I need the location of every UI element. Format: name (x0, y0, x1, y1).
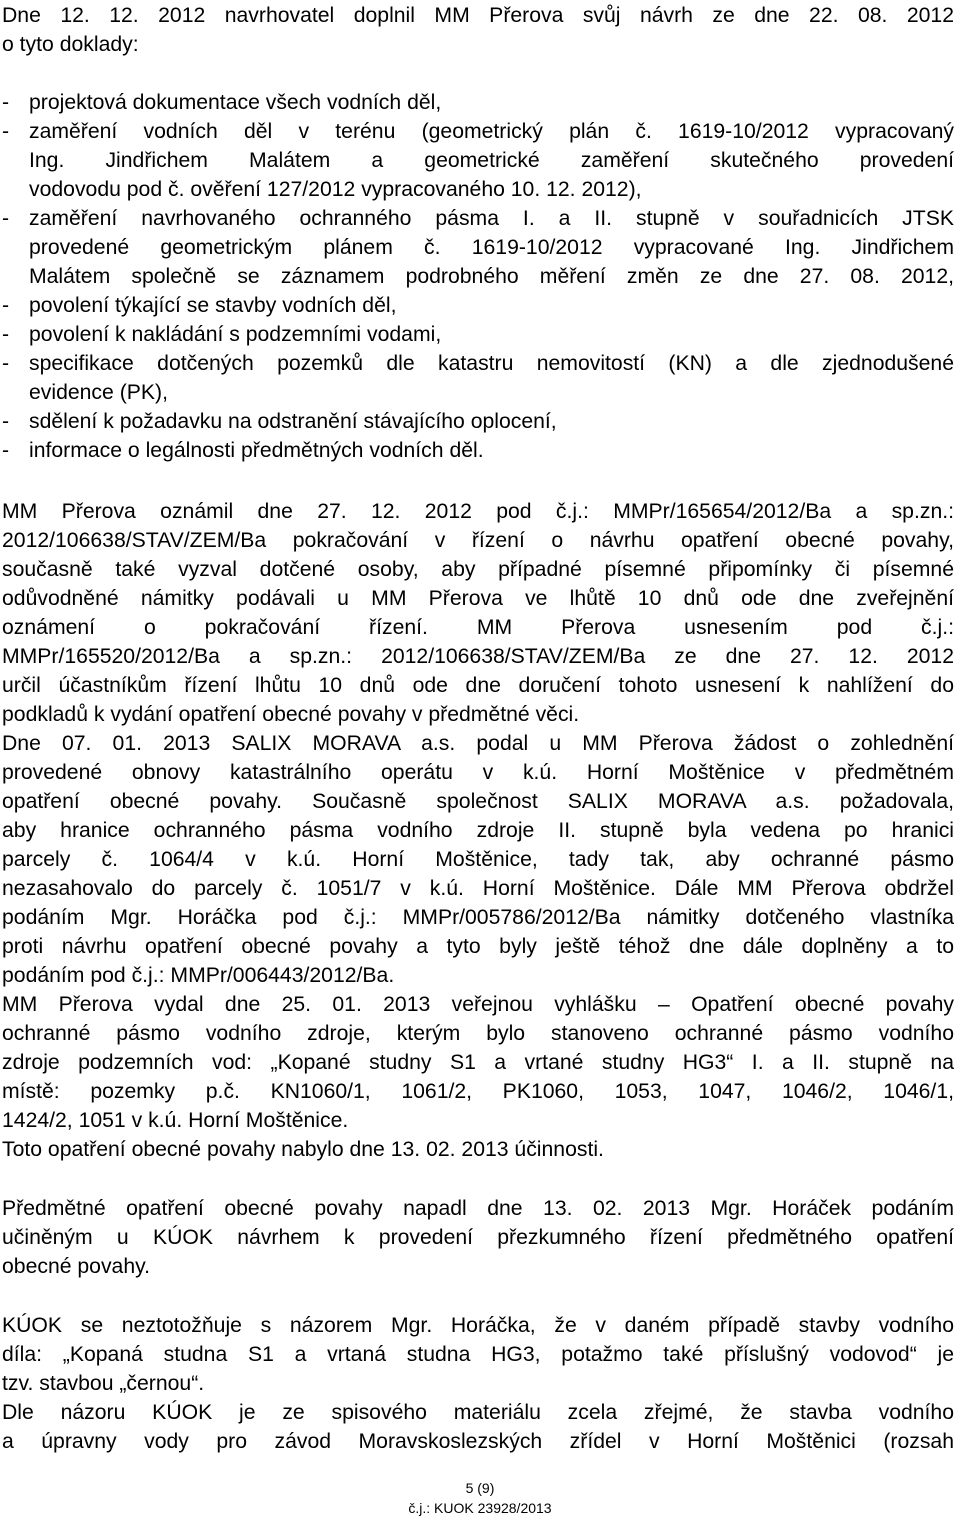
text-line: obecné povahy. (2, 1255, 151, 1278)
text-line: proti návrhu opatření obecné povahy a tyto byly ještě téhož dne dále doplněny a to (2, 935, 954, 958)
text-line: Toto opatření obecné povahy nabylo dne 13. 02. 2013 účinnosti. (2, 1138, 604, 1161)
text-line: 2012/106638/STAV/ZEM/Ba pokračování v řízení o návrhu opatření obecné povahy, (2, 529, 954, 552)
text-line: o tyto doklady: (2, 33, 139, 56)
list-item: - povolení týkající se stavby vodních děl, (2, 291, 954, 320)
text-line: MM Přerova oznámil dne 27. 12. 2012 pod č.j.: MMPr/165654/2012/Ba a sp.zn.: (2, 500, 954, 523)
text-line: KÚOK se neztotožňuje s názorem Mgr. Horáčka, že v daném případě stavby vodního (2, 1314, 954, 1337)
list-item-text: povolení k nakládání s podzemními vodami, (29, 323, 442, 346)
text-line: nezasahovalo do parcely č. 1051/7 v k.ú. Horní Moštěnice. Dále MM Přerova obdržel (2, 877, 954, 900)
text-line: tzv. stavbou „černou“. (2, 1372, 205, 1395)
text-line: opatření obecné povahy. Současně společnost SALIX MORAVA a.s. požadovala, (2, 790, 954, 813)
text-line: Dne 07. 01. 2013 SALIX MORAVA a.s. podal u MM Přerova žádost o zohlednění (2, 732, 954, 755)
text-line: oznámení o pokračování řízení. MM Přerova usnesením pod č.j.: (2, 616, 954, 639)
text-line: učiněným u KÚOK návrhem k provedení přezkumného řízení předmětného opatření (2, 1226, 954, 1249)
list-item-text: povolení týkající se stavby vodních děl, (29, 294, 397, 317)
text-line: podáním pod č.j.: MMPr/006443/2012/Ba. (2, 964, 395, 987)
text-line: MM Přerova vydal dne 25. 01. 2013 veřejnou vyhlášku – Opatření obecné povahy (2, 993, 954, 1016)
text-line: Předmětné opatření obecné povahy napadl dne 13. 02. 2013 Mgr. Horáček podáním (2, 1197, 954, 1220)
list-item-text: projektová dokumentace všech vodních děl, (29, 91, 442, 114)
text-line: podkladů k vydání opatření obecné povahy v předmětné věci. (2, 703, 580, 726)
list-item-continuation: provedené geometrickým plánem č. 1619-10/2012 vypracované Ing. Jindřichem (29, 236, 954, 259)
text-line: Dne 12. 12. 2012 navrhovatel doplnil MM Přerova svůj návrh ze dne 22. 08. 2012 (2, 4, 954, 27)
text-line: určil účastníkům řízení lhůtu 10 dnů ode dne doručení tohoto usnesení k nahlížení do (2, 674, 954, 697)
list-item: - projektová dokumentace všech vodních děl, (2, 88, 954, 117)
text-line: podáním Mgr. Horáčka pod č.j.: MMPr/005786/2012/Ba námitky dotčeného vlastníka (2, 906, 954, 929)
list-item: - specifikace dotčených pozemků dle katastru nemovitostí (KN) a dle zjednodušené (2, 349, 954, 378)
list-item-continuation: vodovodu pod č. ověření 127/2012 vypracovaného 10. 12. 2012), (29, 178, 642, 201)
list-item-continuation: Malátem společně se záznamem podrobného měření změn ze dne 27. 08. 2012, (29, 265, 954, 288)
text-line: díla: „Kopaná studna S1 a vrtaná studna HG3, potažmo také příslušný vodovod“ je (2, 1343, 954, 1366)
text-line: zdroje podzemních vod: „Kopané studny S1 a vrtané studny HG3“ I. a II. stupně na (2, 1051, 954, 1074)
list-item: - sdělení k požadavku na odstranění stávajícího oplocení, (2, 407, 954, 436)
list-item-text: specifikace dotčených pozemků dle katastru nemovitostí (KN) a dle zjednodušené (29, 352, 954, 375)
list-item-continuation: Ing. Jindřichem Malátem a geometrické zaměření skutečného provedení (29, 149, 954, 172)
list-item-text: sdělení k požadavku na odstranění stávajícího oplocení, (29, 410, 557, 433)
list-item-text: zaměření vodních děl v terénu (geometrický plán č. 1619-10/2012 vypracovaný (29, 120, 954, 143)
text-line: parcely č. 1064/4 v k.ú. Horní Moštěnice, tady tak, aby ochranné pásmo (2, 848, 954, 871)
text-line: místě: pozemky p.č. KN1060/1, 1061/2, PK1060, 1053, 1047, 1046/2, 1046/1, (2, 1080, 954, 1103)
list-item: - zaměření vodních děl v terénu (geometrický plán č. 1619-10/2012 vypracovaný (2, 117, 954, 146)
text-line: Dle názoru KÚOK je ze spisového materiálu zcela zřejmé, že stavba vodního (2, 1401, 954, 1424)
text-line: a úpravny vody pro závod Moravskoslezských zřídel v Horní Moštěnici (rozsah (2, 1430, 954, 1453)
page-number: 5 (9) (465, 1480, 495, 1496)
text-line: MMPr/165520/2012/Ba a sp.zn.: 2012/106638/STAV/ZEM/Ba ze dne 27. 12. 2012 (2, 645, 954, 668)
list-item-text: informace o legálnosti předmětných vodních děl. (29, 439, 484, 462)
list-item-continuation: evidence (PK), (29, 381, 168, 404)
text-line: provedené obnovy katastrálního operátu v k.ú. Horní Moštěnice v předmětném (2, 761, 954, 784)
list-item: - zaměření navrhovaného ochranného pásma I. a II. stupně v souřadnicích JTSK (2, 204, 954, 233)
text-line: současně také vyzval dotčené osoby, aby případné písemné připomínky či písemné (2, 558, 954, 581)
text-line: ochranné pásmo vodního zdroje, kterým bylo stanoveno ochranné pásmo vodního (2, 1022, 954, 1045)
text-line: aby hranice ochranného pásma vodního zdroje II. stupně byla vedena po hranici (2, 819, 954, 842)
list-item-text: zaměření navrhovaného ochranného pásma I. a II. stupně v souřadnicích JTSK (29, 207, 954, 230)
list-item: - informace o legálnosti předmětných vodních děl. (2, 436, 954, 465)
list-item: - povolení k nakládání s podzemními vodami, (2, 320, 954, 349)
text-line: 1424/2, 1051 v k.ú. Horní Moštěnice. (2, 1109, 349, 1132)
document-reference: č.j.: KUOK 23928/2013 (408, 1500, 552, 1516)
text-line: odůvodněné námitky podávali u MM Přerova ve lhůtě 10 dnů ode dne zveřejnění (2, 587, 954, 610)
